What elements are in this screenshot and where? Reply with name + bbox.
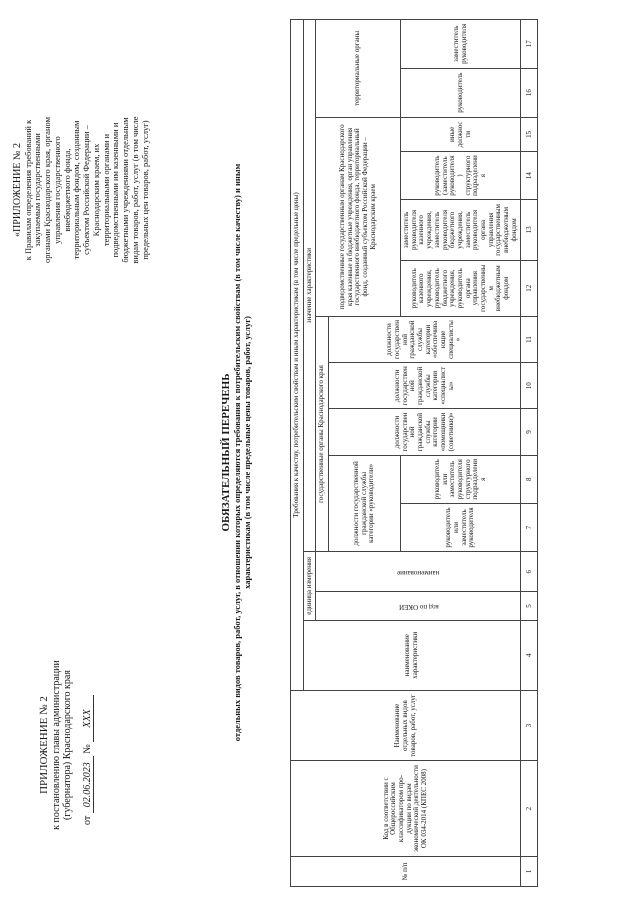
number-value: ХХХ — [82, 695, 94, 741]
document-heading — [220, 30, 252, 875]
right-appendix-line: управления государственного — [51, 136, 62, 244]
left-appendix-line: к постановлению главы администрации — [50, 660, 62, 830]
column-number: 9 — [521, 409, 538, 455]
date-prefix: от — [81, 815, 93, 825]
document-title: ОБЯЗАТЕЛЬНЫЙ ПЕРЕЧЕНЬ — [220, 373, 232, 532]
col16-header: руководитель — [401, 68, 521, 117]
column-number: 3 — [521, 690, 538, 760]
col7-header: руководитель или заместитель руководителя — [401, 503, 521, 551]
col14-header: руководитель (заместитель руководителя) структурного подразделения — [401, 151, 521, 199]
document-subtitle-line: характеристикам (в том числе предельные цены товаров, работ, услуг) — [242, 316, 252, 589]
column-number: 5 — [521, 592, 538, 620]
col-number-header: № п/п — [291, 856, 521, 886]
char-name-header: наименование характеристики — [303, 620, 521, 690]
column-number: 1 — [521, 856, 538, 886]
right-appendix-line: органами Краснодарского края, органом — [42, 117, 53, 263]
left-appendix-line: (губернатора) Краснодарского края — [62, 670, 74, 820]
right-appendix-line: к Правилам определения требований к — [22, 119, 33, 261]
left-appendix — [38, 645, 93, 845]
col15-header: иные должности — [401, 117, 521, 151]
column-number: 6 — [521, 552, 538, 592]
right-appendix-line: закупаемым государственными — [32, 133, 43, 247]
right-appendix-line: бюджетными учреждениями отдельным — [120, 117, 131, 263]
number-prefix: № — [81, 744, 93, 754]
right-appendix-line: внебюджетного фонда, — [61, 148, 72, 232]
positions-lead-header: должности государственной гражданской службы категории «руководители» — [329, 455, 401, 552]
territorial-header: территориальные органы — [316, 20, 401, 118]
column-number: 10 — [521, 363, 538, 409]
col13-header: заместитель руководителя казенного учреждения, заместитель руководителя бюджетного учреждения, заместитель руководителя органа управления государственным внебюджетным фондом — [401, 200, 521, 260]
column-number: 11 — [521, 316, 538, 362]
right-appendix-line: территориальными органами и — [100, 133, 111, 247]
subordinate-header: подведомственные государственным органам Краснодарского края казенные и бюджетные учреждения, орган управления государственного внебюджетного фонда, территориальный фонд, созданный субъектом Российской Федерации – Краснодарским краем — [316, 117, 401, 316]
col17-header: заместитель руководителя — [401, 20, 521, 69]
right-appendix — [12, 75, 150, 305]
okei-header: код по ОКЕИ — [316, 592, 521, 620]
requirements-table — [290, 19, 538, 887]
right-appendix-line: предельных цен товаров, работ, услуг) — [139, 120, 150, 260]
column-number: 4 — [521, 620, 538, 690]
right-appendix-line: подведомственными им казенными и — [110, 122, 121, 258]
column-number: 15 — [521, 117, 538, 151]
unit-name-header: наименование — [316, 552, 521, 592]
right-appendix-title: «ПРИЛОЖЕНИЕ № 2 — [12, 143, 23, 237]
requirements-header: Требования к качеству, потребительским свойствам и иным характеристикам (в том числе предельные цены) — [291, 20, 304, 691]
column-number: 8 — [521, 455, 538, 503]
column-number: 12 — [521, 260, 538, 316]
gov-bodies-header: государственные органы Краснодарского края — [316, 316, 329, 551]
col8-header: руководитель или заместитель руководителя структурного подразделения — [401, 455, 521, 503]
unit-header: единица измерения — [303, 552, 316, 620]
column-number: 16 — [521, 68, 538, 117]
column-number: 14 — [521, 151, 538, 199]
decree-date-line — [82, 645, 94, 845]
column-number: 17 — [521, 20, 538, 69]
column-number: 13 — [521, 200, 538, 260]
right-appendix-line: территориальным фондом, созданным — [71, 120, 82, 260]
left-appendix-title: ПРИЛОЖЕНИЕ № 2 — [38, 696, 50, 794]
column-numbers-row — [521, 20, 538, 887]
right-appendix-line: субъектом Российской Федерации – — [81, 125, 92, 255]
col-okpd-header: Код в соответствии с Общероссийским классификатором про-дукции по видам экономической деятельности ОК 034-2014 (КПЕС 2008) — [291, 761, 521, 857]
col-item-name-header: Наименование отдельных видов товаров, работ, услуг — [291, 690, 521, 760]
col11-header: должности государственной гражданской службы категории «обеспечивающие специалисты» — [329, 316, 521, 362]
right-appendix-line: видам товаров, работ, услуг (в том числе — [129, 116, 140, 264]
document-subtitle-line: отдельных видов товаров, работ, услуг, в отношении которых определяются требования к потребительским свойствам (в том числе качеству) и иным — [232, 163, 242, 742]
date-value: 02.06.2023 — [82, 756, 94, 813]
column-number: 7 — [521, 503, 538, 551]
values-header: значение характеристики — [303, 20, 316, 552]
right-appendix-line: Краснодарским краем, их — [90, 143, 101, 237]
col12-header: руководитель казенного учреждения, руководитель бюджетного учреждения, руководитель органа управления государственным внебюджетным фондом — [401, 260, 521, 316]
col9-header: должности государственной гражданской службы категории «помощники (советники)» — [329, 409, 521, 455]
column-number: 2 — [521, 761, 538, 857]
col10-header: должности государственной гражданской службы категории «специалисты» — [329, 363, 521, 409]
